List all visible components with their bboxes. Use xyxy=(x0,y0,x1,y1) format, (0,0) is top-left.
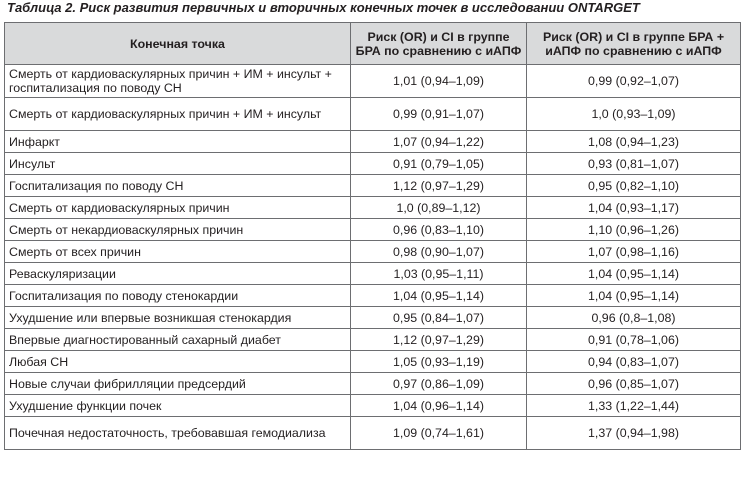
combo-value-cell: 0,96 (0,8–1,08) xyxy=(527,307,741,329)
table-body xyxy=(5,65,741,450)
combo-value-cell: 1,04 (0,93–1,17) xyxy=(527,197,741,219)
table-caption: Таблица 2. Риск развития первичных и вторичных конечных точек в исследовании ONTARGET xyxy=(7,0,640,15)
endpoint-cell: Впервые диагностированный сахарный диабет xyxy=(5,329,351,351)
arb-value-cell: 1,05 (0,93–1,19) xyxy=(351,351,527,373)
table-row xyxy=(5,395,741,417)
table-row xyxy=(5,307,741,329)
endpoint-cell: Новые случаи фибрилляции предсердий xyxy=(5,373,351,395)
combo-value-cell: 1,07 (0,98–1,16) xyxy=(527,241,741,263)
table-row xyxy=(5,241,741,263)
endpoint-cell: Инсульт xyxy=(5,153,351,175)
arb-value-cell: 1,0 (0,89–1,12) xyxy=(351,197,527,219)
combo-value-cell: 0,96 (0,85–1,07) xyxy=(527,373,741,395)
combo-value-cell: 0,99 (0,92–1,07) xyxy=(527,65,741,98)
combo-value-cell: 1,10 (0,96–1,26) xyxy=(527,219,741,241)
arb-value-cell: 0,95 (0,84–1,07) xyxy=(351,307,527,329)
endpoint-cell: Инфаркт xyxy=(5,131,351,153)
arb-value-cell: 1,03 (0,95–1,11) xyxy=(351,263,527,285)
table-row xyxy=(5,373,741,395)
endpoint-cell: Госпитализация по поводу СН xyxy=(5,175,351,197)
arb-value-cell: 0,91 (0,79–1,05) xyxy=(351,153,527,175)
arb-value-cell: 1,12 (0,97–1,29) xyxy=(351,175,527,197)
table-row xyxy=(5,197,741,219)
endpoint-cell: Смерть от некардиоваскулярных причин xyxy=(5,219,351,241)
endpoint-cell: Госпитализация по поводу стенокардии xyxy=(5,285,351,307)
combo-value-cell: 1,33 (1,22–1,44) xyxy=(527,395,741,417)
arb-value-cell: 0,98 (0,90–1,07) xyxy=(351,241,527,263)
table-row xyxy=(5,417,741,450)
combo-value-cell: 0,91 (0,78–1,06) xyxy=(527,329,741,351)
combo-value-cell: 1,0 (0,93–1,09) xyxy=(527,98,741,131)
combo-value-cell: 1,04 (0,95–1,14) xyxy=(527,285,741,307)
header-row xyxy=(5,23,741,65)
combo-value-cell: 1,04 (0,95–1,14) xyxy=(527,263,741,285)
combo-value-cell: 1,08 (0,94–1,23) xyxy=(527,131,741,153)
endpoint-cell: Ухудшение функции почек xyxy=(5,395,351,417)
endpoint-cell: Почечная недостаточность, требовавшая гемодиализа xyxy=(5,417,351,450)
endpoint-cell: Реваскуляризации xyxy=(5,263,351,285)
endpoint-cell: Смерть от кардиоваскулярных причин xyxy=(5,197,351,219)
endpoint-cell: Смерть от кардиоваскулярных причин + ИМ + инсульт xyxy=(5,98,351,131)
table-row xyxy=(5,263,741,285)
arb-value-cell: 1,04 (0,96–1,14) xyxy=(351,395,527,417)
combo-value-cell: 0,93 (0,81–1,07) xyxy=(527,153,741,175)
endpoint-cell: Смерть от кардиоваскулярных причин + ИМ + инсульт + госпитализация по поводу СН xyxy=(5,65,351,98)
endpoint-cell: Смерть от всех причин xyxy=(5,241,351,263)
table-header xyxy=(5,23,741,65)
combo-value-cell: 0,94 (0,83–1,07) xyxy=(527,351,741,373)
results-table xyxy=(4,22,741,450)
arb-value-cell: 1,09 (0,74–1,61) xyxy=(351,417,527,450)
arb-value-cell: 0,99 (0,91–1,07) xyxy=(351,98,527,131)
arb-value-cell: 1,12 (0,97–1,29) xyxy=(351,329,527,351)
combo-value-cell: 0,95 (0,82–1,10) xyxy=(527,175,741,197)
arb-value-cell: 1,07 (0,94–1,22) xyxy=(351,131,527,153)
header-arb-acei-vs-acei: Риск (OR) и CI в группе БРА + иАПФ по сравнению с иАПФ xyxy=(527,23,741,65)
combo-value-cell: 1,37 (0,94–1,98) xyxy=(527,417,741,450)
arb-value-cell: 0,97 (0,86–1,09) xyxy=(351,373,527,395)
table-row xyxy=(5,329,741,351)
endpoint-cell: Любая СН xyxy=(5,351,351,373)
table-row xyxy=(5,98,741,131)
arb-value-cell: 1,04 (0,95–1,14) xyxy=(351,285,527,307)
endpoint-cell: Ухудшение или впервые возникшая стенокардия xyxy=(5,307,351,329)
table-row xyxy=(5,175,741,197)
header-endpoint: Конечная точка xyxy=(5,23,351,65)
table-row xyxy=(5,131,741,153)
table-row xyxy=(5,219,741,241)
header-arb-vs-acei: Риск (OR) и CI в группе БРА по сравнению с иАПФ xyxy=(351,23,527,65)
table-row xyxy=(5,285,741,307)
arb-value-cell: 0,96 (0,83–1,10) xyxy=(351,219,527,241)
table-row xyxy=(5,351,741,373)
table-row xyxy=(5,65,741,98)
arb-value-cell: 1,01 (0,94–1,09) xyxy=(351,65,527,98)
table-row xyxy=(5,153,741,175)
